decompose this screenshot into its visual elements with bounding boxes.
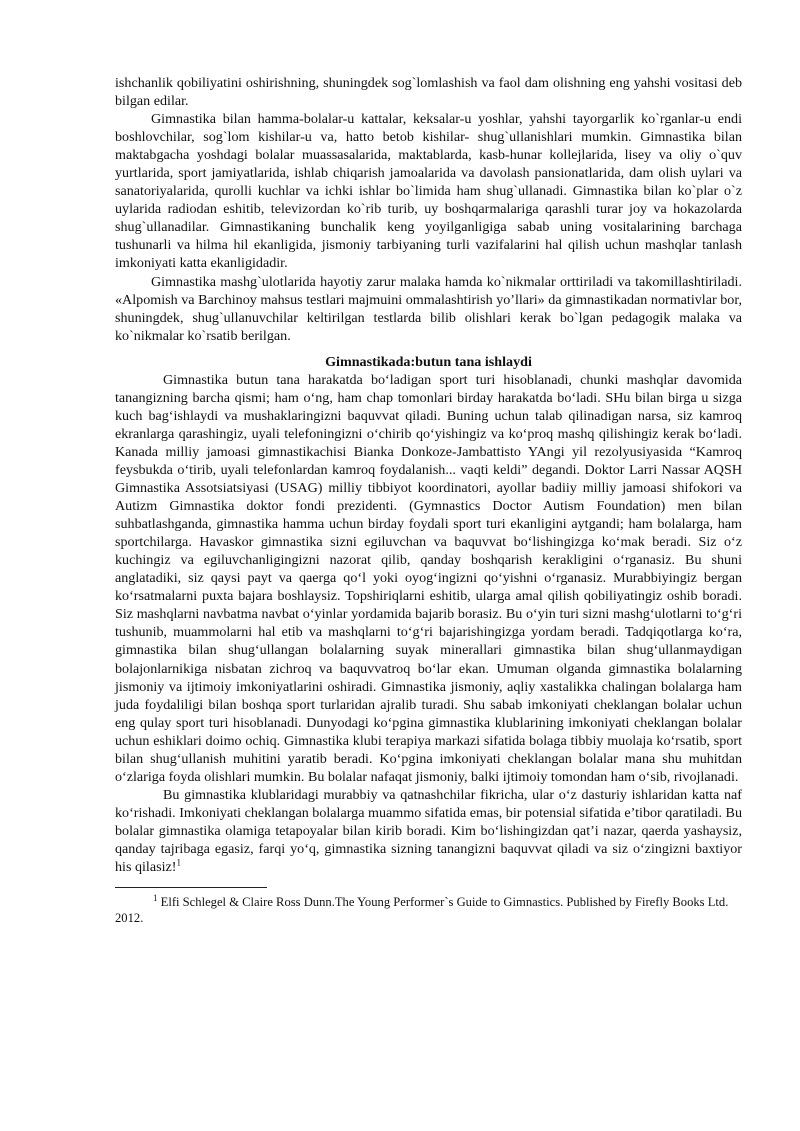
footnote-number: 1 <box>153 892 158 903</box>
footnote-divider <box>115 887 267 888</box>
paragraph-with-footnote-ref <box>115 786 742 876</box>
paragraph: Gimnastika butun tana harakatda boʻladigan sport turi hisoblanadi, chunki mashqlar davomida tanangizning barcha qismi; ham oʻng, ham chap tomonlari birday harakatda boʻladi. SHu bilan birga u sizga kuch bagʻishlaydi va mushaklaringizni baquvvat qiladi. Buning uchun talab qilinadigan narsa, siz kamroq ekranlarga qarashingiz, uyali telefoningizni oʻchirib qoʻyishingiz va koʻproq mashq qilishingiz kerak boʻladi. Kanada milliy jamoasi gimnastikachisi Bianka Donkoze-Jambattisto YAngi yil rezolyusiyasida “Kamroq feysbukda oʻtirib, uyali telefonlardan kamroq foydalanish... vaqti keldi” degandi. Doktor Larri Nassar AQSH Gimnastika Assotsiatsiyasi (USAG) milliy tibbiyot koordinatori, ayollar badiiy milliy jamoasi shifokori va Autizm Gimnastika doktor fondi prezidenti. (Gymnastics Doctor Autism Foundation) men bilan suhbatlashganda, gimnastika hamma uchun birday foydali sport turi ekanligini aytgandi; ham bolalarga, ham sportchilarga. Havaskor gimnastika sizni egiluvchan va baquvvat boʻlishingizga koʻmak beradi. Siz oʻz kuchingiz va egiluvchanligingizni nazorat qilib, qanday boshqarish kerakligini oʻrganasiz. Bu shuni anglatadiki, siz qaysi payt va qaerga qoʻl yoki oyogʻingizni qoʻyishni oʻrganasiz. Murabbiyingiz bergan koʻrsatmalarni puxta bajara boshlaysiz. Topshiriqlarni eshitib, ularga amal qilish qobiliyatingiz oshib boradi. Siz mashqlarni navbatma navbat oʻyinlar yordamida bajarib borasiz. Bu oʻyin turi sizni mashgʻulotlarni toʻgʻri tushunib, muammolarni hal etib va mashqlarni toʻgʻri bajarishingizga yordam beradi. Tadqiqotlarga koʻra, gimnastika bilan shugʻullangan bolalarning suyak minerallari gimnastika bilan shugʻullanmaydigan bolajonlarnikiga nisbatan zichroq va baquvvatroq boʻlar ekan. Umuman olganda gimnastika bolalarning jismoniy va ijtimoiy imkoniyatlarini oshiradi. Gimnastika jismoniy, aqliy xastalikka chalingan bolalarga ham juda foydaliligi bilan boshqa sport turlaridan ajralib turadi. Shu sabab imkoniyati cheklangan bolalar uchun eng qulay sport turi hisoblanadi. Dunyodagi koʻpgina gimnastika klublarining imkoniyati cheklangan bolalar uchun eshiklari doimo ochiq. Gimnastika klubi terapiya markazi sifatida bolaga tibbiy muolaja koʻrsatib, sport bilan shugʻullanish muhitini yaratib beradi. Koʻpgina imkoniyati cheklangan bolalar mana shu muhitdan oʻzlariga foyda olishlari mumkin. Bu bolalar nafaqat jismoniy, balki ijtimoiy tomondan ham oʻsib, rivojlanadi. <box>115 371 742 785</box>
footnote <box>115 894 742 926</box>
footnote-reference[interactable]: 1 <box>176 857 181 868</box>
paragraph: Gimnastika mashg`ulotlarida hayotiy zarur malaka hamda ko`nikmalar orttiriladi va takomillashtiriladi. «Alpomish va Barchinoy mahsus testlari majmuini ommalashtirish yo’llari» da gimnastikadan normativlar bor, shuningdek, shug`ullanuvchilar keltirilgan testlarda bilib olishlari kerak bo`lgan pedagogik malaka va ko`nikmalar ko`rsatib berilgan. <box>115 273 742 344</box>
paragraph: Gimnastika bilan hamma-bolalar-u kattalar, keksalar-u yoshlar, yahshi tayorgarlik ko`rganlar-u endi boshlovchilar, sog`lom kishilar-u va, hatto betob kishilar- shug`ullanishlari mumkin. Gimnastika bilan maktabgacha yoshdagi bolalar muassasalarida, maktablarda, kasb-hunar kollejlarida, lisey va oliy o`quv yurtlarida, sport jamiyatlarida, ishlab chiqarish jamoalarida va davolash pansionatlarida, dam olish uylari va sanatoriyalarida, qurolli kuchlar va ichki ishlar bo`limida ham shug`ullanadi. Gimnastika bilan ko`plar o`z uylarida radiodan eshitib, televizordan ko`rib turib, uy boshqarmalariga qarashli turar joy va hokazolarda shug`ullanadilar. Gimnastikaning bunchalik keng yoyilganligiga sabab uning vositalarining barchaga tushunarli va hilma hil ekanligida, jismoniy tarbiyaning turli vazifalarini hal qilish uchun mashqlar tanlash imkoniyati katta ekanligidadir. <box>115 111 742 272</box>
paragraph-text: Bu gimnastika klublaridagi murabbiy va qatnashchilar fikricha, ular oʻz dasturiy ishlaridan katta naf koʻrishadi. Imkoniyati cheklangan bolalarga muammo sifatida emas, bir potensial sifatida e’tibor qaratiladi. Bu bolalar gimnastika olamiga tetapoyalar bilan kirib boradi. Kim boʻlishingizdan qat’i nazar, qaerda yashaysiz, qanday tajribaga egasiz, farqi yoʻq, gimnastika sizning tanangizni baquvvat qiladi va siz oʻzingizni baxtiyor his qilasiz! <box>115 786 742 876</box>
paragraph-continued: ishchanlik qobiliyatini oshirishning, shuningdek sog`lomlashish va faol dam olishning eng yahshi vositasi deb bilgan edilar. <box>115 75 742 110</box>
document-page <box>115 74 742 926</box>
section-heading: Gimnastikada:butun tana ishlaydi <box>325 353 532 370</box>
footnote-text: Elfi Schlegel & Claire Ross Dunn.The Young Performer`s Guide to Gimnastics. Published by Firefly Books Ltd. 2012. <box>115 895 729 926</box>
